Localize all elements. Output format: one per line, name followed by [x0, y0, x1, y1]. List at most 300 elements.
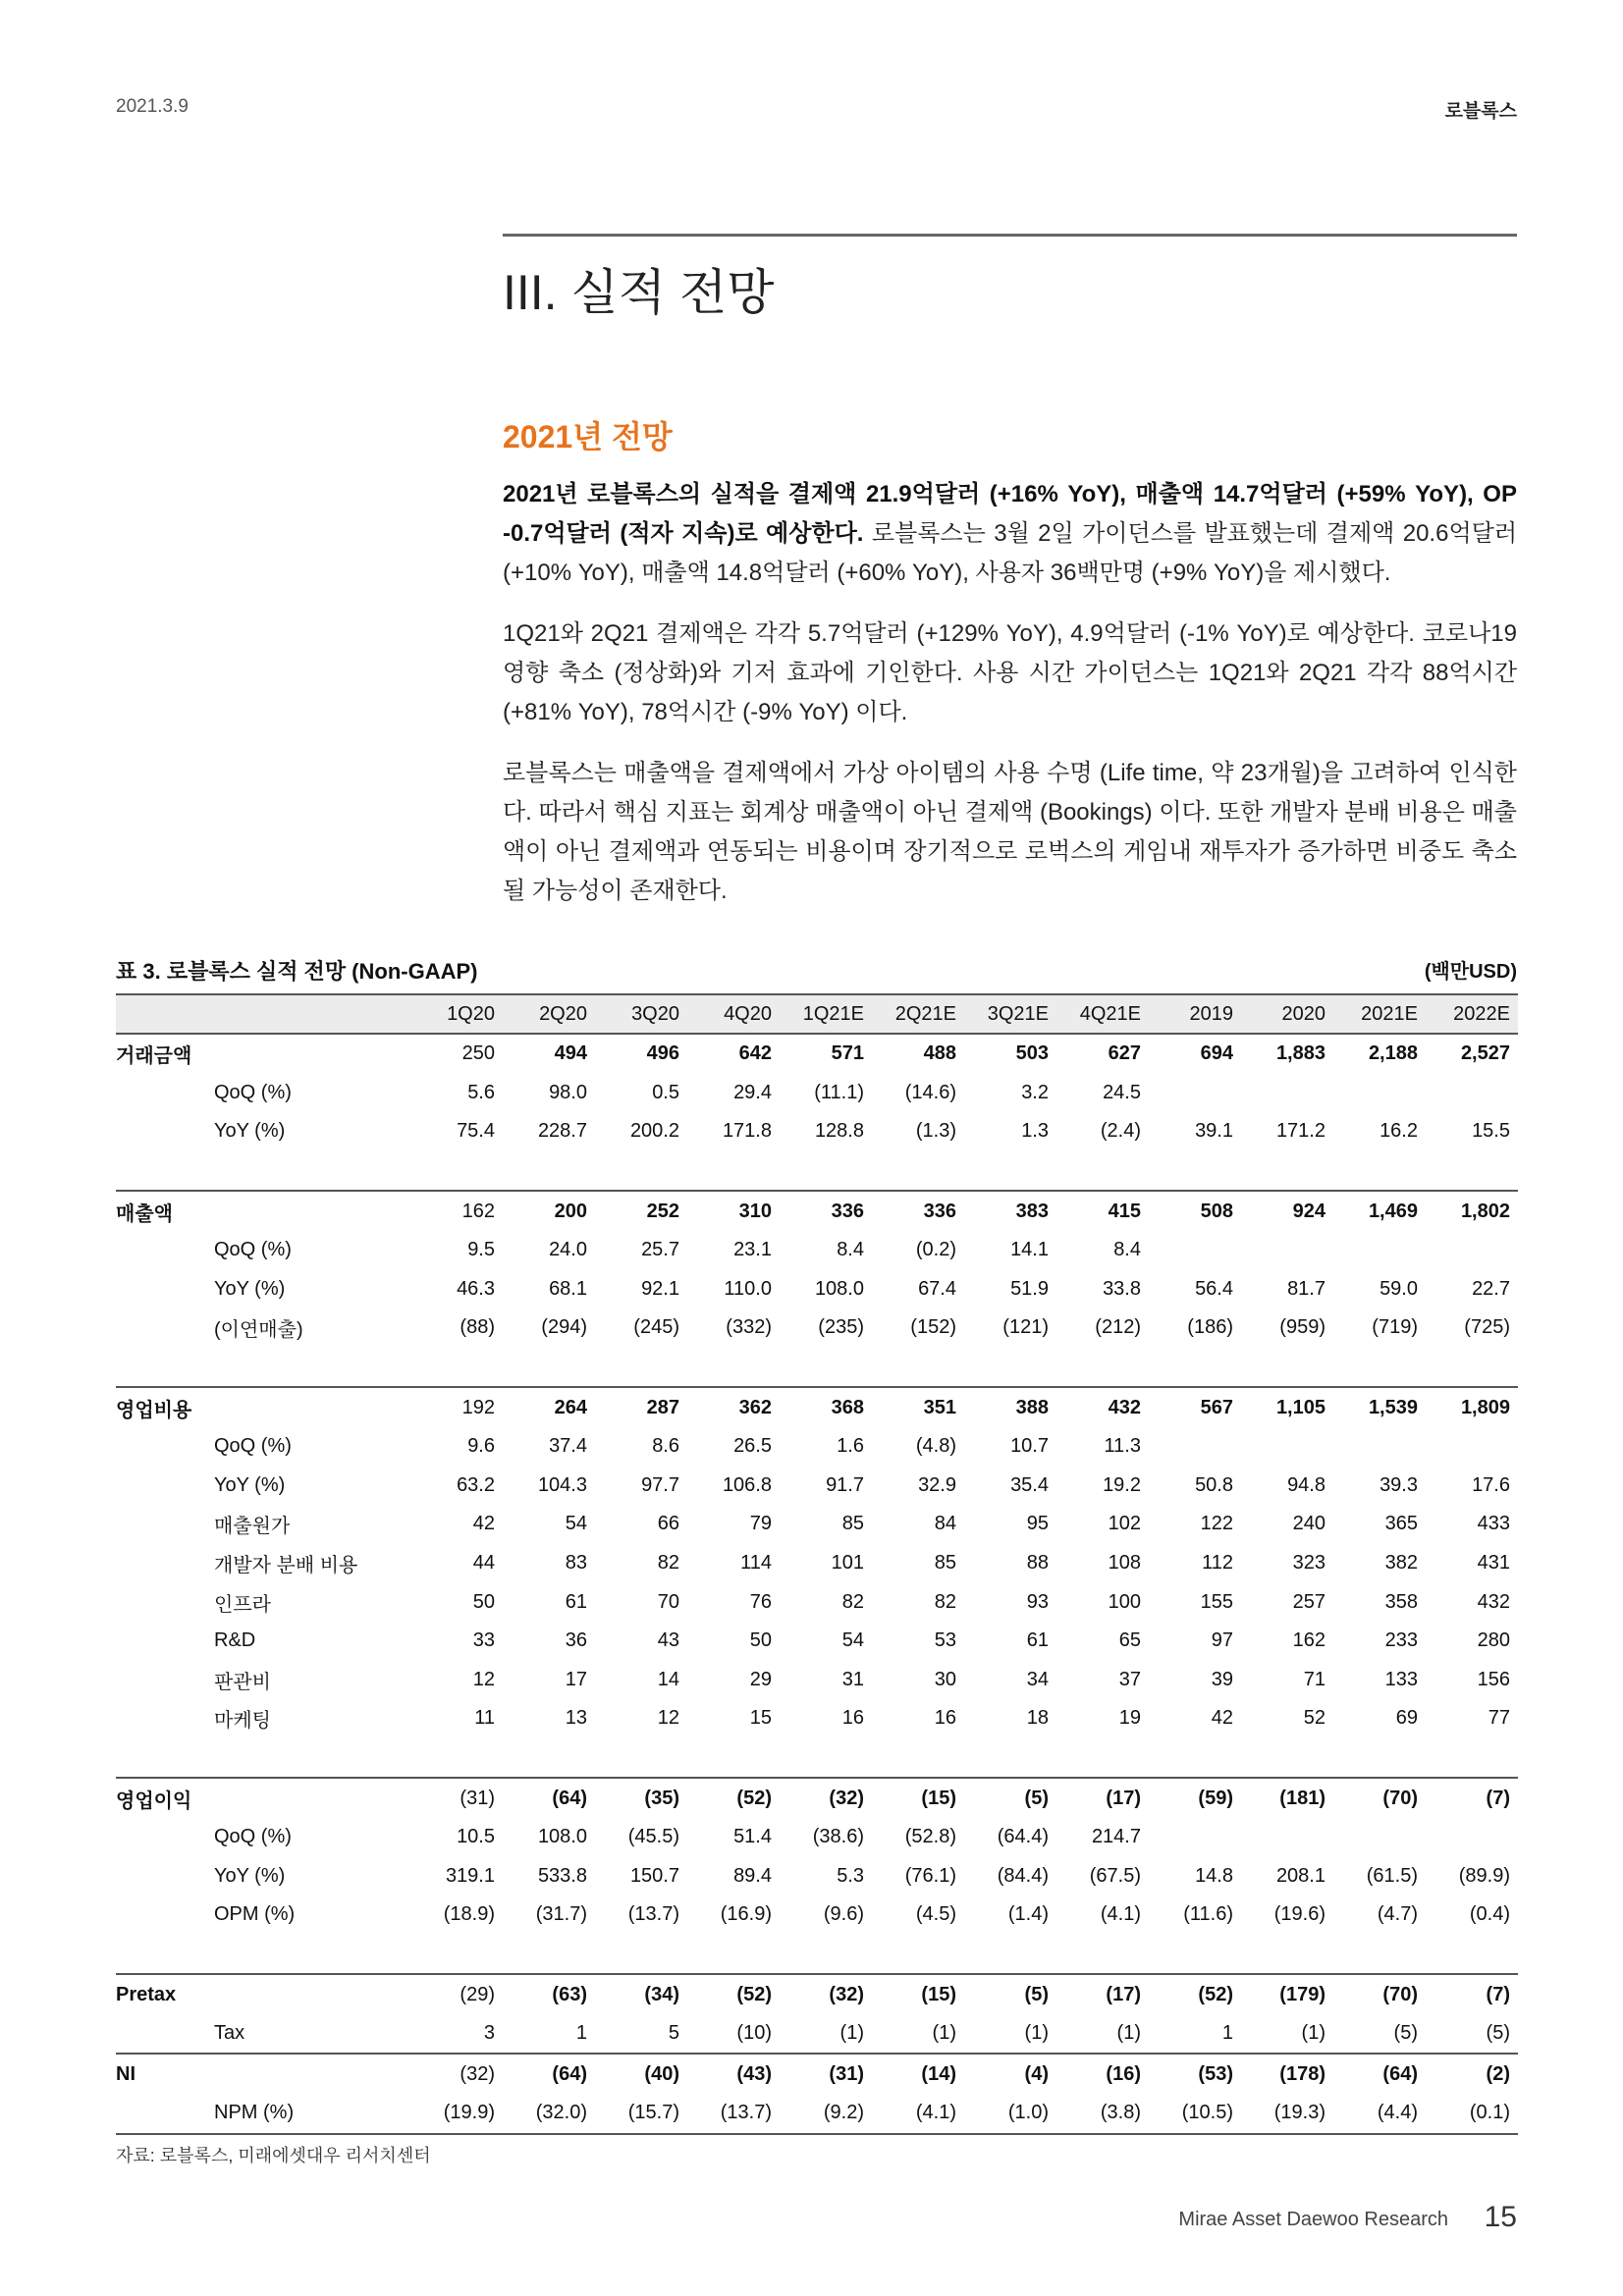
column-header: 2019	[1149, 994, 1241, 1034]
table-cell: (0.4)	[1469, 1903, 1510, 1926]
table-row-group	[116, 1778, 1518, 1818]
table-cell: 51.9	[1010, 1277, 1049, 1300]
table-row	[116, 1661, 1518, 1700]
table-cell: (1.0)	[964, 2094, 1056, 2134]
table-cell: 108.0	[814, 1277, 864, 1300]
table-cell: (52)	[687, 1974, 780, 2014]
table-cell: 2,527	[1426, 1034, 1518, 1074]
table-cell: 233	[1384, 1629, 1418, 1652]
table-cell: (52)	[1149, 1974, 1241, 2014]
table-cell	[1426, 1231, 1518, 1270]
table-cell: 240	[1292, 1513, 1325, 1535]
table-cell: 83	[565, 1552, 587, 1575]
table-row	[116, 1544, 1518, 1583]
table-cell: 61	[565, 1590, 587, 1613]
table-cell: (1)	[1024, 2022, 1049, 2045]
table-cell: 19.2	[1103, 1473, 1141, 1496]
header-blank	[116, 994, 410, 1034]
table-cell: 82	[934, 1590, 956, 1613]
table-cell: (38.6)	[812, 1826, 864, 1848]
table-cell: 16	[841, 1707, 864, 1730]
table-cell	[1241, 1427, 1333, 1467]
table-cell: (45.5)	[627, 1826, 679, 1848]
spacer-row	[116, 1348, 1518, 1388]
table-cell: 336	[780, 1191, 872, 1231]
table-cell: 351	[872, 1387, 964, 1427]
table-cell: 54	[841, 1629, 864, 1652]
table-cell: 433	[1477, 1513, 1510, 1535]
table-cell: 1.3	[1021, 1120, 1049, 1143]
spacer-cell	[116, 1935, 1518, 1975]
table-cell: 200.2	[629, 1120, 679, 1143]
table-cell	[1149, 1074, 1241, 1113]
table-cell: 1.6	[837, 1435, 864, 1458]
table-cell: 533.8	[537, 1864, 587, 1887]
table-cell: (32)	[410, 2054, 503, 2094]
table-cell: 82	[841, 1590, 864, 1613]
table-cell: 85	[841, 1513, 864, 1535]
table-cell	[1333, 1231, 1426, 1270]
row-label: QoQ (%)	[214, 1826, 292, 1848]
table-cell: 50	[749, 1629, 772, 1652]
table-row	[116, 1505, 1518, 1544]
table-cell	[1333, 1427, 1426, 1467]
table-cell: 383	[964, 1191, 1056, 1231]
column-header: 2020	[1241, 994, 1333, 1034]
table-cell: 110.0	[724, 1277, 772, 1300]
table-cell: (31.7)	[535, 1903, 587, 1926]
table-cell: 162	[410, 1191, 503, 1231]
table-cell: (15)	[872, 1778, 964, 1818]
table-cell: (2.4)	[1100, 1120, 1141, 1143]
row-label: YoY (%)	[214, 1864, 286, 1887]
table-cell: 71	[1303, 1668, 1325, 1690]
table-cell: 415	[1056, 1191, 1149, 1231]
table-cell: 16.2	[1380, 1120, 1418, 1143]
table-cell: 84	[934, 1513, 956, 1535]
table-cell: 33	[472, 1629, 495, 1652]
table-cell: (67.5)	[1089, 1864, 1141, 1887]
table-cell: (40)	[595, 2054, 687, 2094]
row-label: (이연매출)	[214, 1319, 303, 1342]
table-cell: 362	[687, 1387, 780, 1427]
table-cell: 42	[472, 1513, 495, 1535]
table-cell: 97.7	[641, 1473, 679, 1496]
table-cell: 432	[1477, 1590, 1510, 1613]
table-cell: (18.9)	[443, 1903, 495, 1926]
table-cell: 22.7	[1472, 1277, 1510, 1300]
table-row	[116, 1270, 1518, 1309]
table-cell: 1,105	[1241, 1387, 1333, 1427]
table-cell: 1,802	[1426, 1191, 1518, 1231]
table-cell: 12	[472, 1668, 495, 1690]
table-cell: 29	[749, 1668, 772, 1690]
table-row	[116, 1699, 1518, 1738]
body-text	[503, 475, 1517, 933]
table-cell: 323	[1292, 1552, 1325, 1575]
column-header: 2Q20	[503, 994, 595, 1034]
table-cell: 13	[565, 1707, 587, 1730]
row-label: QoQ (%)	[214, 1239, 292, 1261]
table-cell: (52.8)	[904, 1826, 956, 1848]
row-label: 인프라	[214, 1593, 271, 1616]
table-cell: (17)	[1056, 1778, 1149, 1818]
table-cell: (4)	[964, 2054, 1056, 2094]
column-header: 1Q21E	[780, 994, 872, 1034]
table-cell: 14	[657, 1668, 679, 1690]
table-cell: 92.1	[641, 1277, 679, 1300]
table-row	[116, 1467, 1518, 1506]
table-row-group	[116, 1974, 1518, 2014]
row-label: 영업이익	[116, 1778, 410, 1818]
table-cell: (76.1)	[904, 1864, 956, 1887]
table-caption: 표 3. 로블록스 실적 전망 (Non-GAAP)	[116, 959, 478, 984]
table-cell: (5)	[1486, 2022, 1510, 2045]
table-cell: 358	[1384, 1590, 1418, 1613]
column-header: 3Q21E	[964, 994, 1056, 1034]
table-cell: 503	[964, 1034, 1056, 1074]
table-cell: 192	[410, 1387, 503, 1427]
spacer-row	[116, 1935, 1518, 1975]
table-row	[116, 1231, 1518, 1270]
table-cell: 52	[1303, 1707, 1325, 1730]
table-cell: (15)	[872, 1974, 964, 2014]
table-cell: 280	[1477, 1629, 1510, 1652]
table-cell: 287	[595, 1387, 687, 1427]
table-cell: (2)	[1426, 2054, 1518, 2094]
table-cell: (19.3)	[1241, 2094, 1333, 2134]
table-cell: 68.1	[549, 1277, 587, 1300]
table-cell: 171.8	[722, 1120, 772, 1143]
table-cell: 81.7	[1287, 1277, 1325, 1300]
table-cell: (7)	[1426, 1974, 1518, 2014]
table-cell: 496	[595, 1034, 687, 1074]
table-cell: (959)	[1279, 1316, 1325, 1339]
table-cell: (186)	[1187, 1316, 1233, 1339]
table-cell: 15.5	[1472, 1120, 1510, 1143]
table-cell: 53	[934, 1629, 956, 1652]
table-cell: (7)	[1426, 1778, 1518, 1818]
table-cell: 567	[1149, 1387, 1241, 1427]
table-cell: (61.5)	[1366, 1864, 1418, 1887]
table-cell: (11.1)	[814, 1081, 864, 1103]
row-label: YoY (%)	[214, 1277, 286, 1300]
table-cell: 32.9	[918, 1473, 956, 1496]
table-cell: 66	[657, 1513, 679, 1535]
row-label: YoY (%)	[214, 1473, 286, 1496]
row-label: 판관비	[214, 1671, 271, 1693]
subsection-title: 2021년 전망	[503, 419, 673, 454]
table-cell: (179)	[1241, 1974, 1333, 2014]
table-cell: (4.5)	[915, 1903, 956, 1926]
table-cell: (5)	[964, 1778, 1056, 1818]
table-cell: 122	[1200, 1513, 1233, 1535]
table-cell: 3	[483, 2022, 495, 2045]
table-cell: 101	[831, 1552, 864, 1575]
row-label: OPM (%)	[214, 1903, 296, 1926]
table-cell: 12	[657, 1707, 679, 1730]
spacer-row	[116, 1738, 1518, 1779]
table-row	[116, 1427, 1518, 1467]
table-cell: 36	[565, 1629, 587, 1652]
table-cell: 39.3	[1380, 1473, 1418, 1496]
table-cell: 16	[934, 1707, 956, 1730]
column-header: 2021E	[1333, 994, 1426, 1034]
table-cell: (9.2)	[780, 2094, 872, 2134]
table-cell: 26.5	[733, 1435, 772, 1458]
table-cell: 56.4	[1195, 1277, 1233, 1300]
table-cell: 10.5	[457, 1826, 495, 1848]
table-cell: (31)	[410, 1778, 503, 1818]
table-cell: 133	[1384, 1668, 1418, 1690]
paragraph-1-lead: 2021년 로블록스의 실적을 결제액 21.9억달러 (+16% YoY), 매출액 14.7억달러 (+59% YoY), OP -0.7억달러 (적자 지속)로 예상한다.	[503, 481, 1517, 547]
table-cell: (10.5)	[1149, 2094, 1241, 2134]
table-cell: 54	[565, 1513, 587, 1535]
table-row-group	[116, 1034, 1518, 1074]
table-cell: (1.4)	[1007, 1903, 1049, 1926]
table-cell: (59)	[1149, 1778, 1241, 1818]
table-cell: 1	[1221, 2022, 1233, 2045]
spacer-row	[116, 1151, 1518, 1192]
table-cell: 97	[1211, 1629, 1233, 1652]
table-cell: 208.1	[1275, 1864, 1325, 1887]
table-cell: (43)	[687, 2054, 780, 2094]
table-cell: 100	[1108, 1590, 1141, 1613]
row-label: 거래금액	[116, 1034, 410, 1074]
table-cell: (35)	[595, 1778, 687, 1818]
table-cell: 23.1	[733, 1239, 772, 1261]
table-cell: (121)	[1002, 1316, 1049, 1339]
table-cell: (725)	[1464, 1316, 1510, 1339]
table-cell: 365	[1384, 1513, 1418, 1535]
table-cell: 228.7	[537, 1120, 587, 1143]
table-cell: (15.7)	[595, 2094, 687, 2134]
table-cell: 93	[1026, 1590, 1049, 1613]
table-cell: 694	[1149, 1034, 1241, 1074]
column-header: 4Q20	[687, 994, 780, 1034]
table-cell: 33.8	[1103, 1277, 1141, 1300]
table-cell: 89.4	[733, 1864, 772, 1887]
table-cell: 91.7	[826, 1473, 864, 1496]
table-cell: (63)	[503, 1974, 595, 2014]
table-cell: 264	[503, 1387, 595, 1427]
source-note: 자료: 로블록스, 미래에셋대우 리서치센터	[116, 2146, 431, 2165]
table-cell: 642	[687, 1034, 780, 1074]
table-cell: (4.4)	[1333, 2094, 1426, 2134]
report-date: 2021.3.9	[116, 96, 189, 117]
table-cell: 128.8	[814, 1120, 864, 1143]
table-cell: 156	[1477, 1668, 1510, 1690]
table-cell: 8.6	[652, 1435, 679, 1458]
table-cell: 30	[934, 1668, 956, 1690]
table-cell: 37	[1118, 1668, 1141, 1690]
table-cell: 17.6	[1472, 1473, 1510, 1496]
table-cell: 88	[1026, 1552, 1049, 1575]
table-cell	[1426, 1818, 1518, 1857]
column-header: 1Q20	[410, 994, 503, 1034]
table-cell: (84.4)	[997, 1864, 1049, 1887]
table-cell: 9.6	[467, 1435, 495, 1458]
table-cell: 162	[1292, 1629, 1325, 1652]
row-label: 매출원가	[214, 1516, 291, 1538]
table-cell: 10.7	[1010, 1435, 1049, 1458]
table-cell: 85	[934, 1552, 956, 1575]
row-label: NI	[116, 2054, 410, 2094]
table-cell: 382	[1384, 1552, 1418, 1575]
table-cell: 1	[575, 2022, 587, 2045]
table-cell: (34)	[595, 1974, 687, 2014]
table-cell: (4.7)	[1377, 1903, 1418, 1926]
table-cell: 1,469	[1333, 1191, 1426, 1231]
table-cell: (3.8)	[1056, 2094, 1149, 2134]
table-row	[116, 1856, 1518, 1896]
table-cell: 25.7	[641, 1239, 679, 1261]
table-cell	[1333, 1818, 1426, 1857]
table-cell	[1426, 1074, 1518, 1113]
table-cell: (52)	[687, 1778, 780, 1818]
table-cell: (212)	[1095, 1316, 1141, 1339]
table-cell: 17	[565, 1668, 587, 1690]
table-cell: 51.4	[733, 1826, 772, 1848]
row-label: 마케팅	[214, 1710, 271, 1733]
table-cell: 65	[1118, 1629, 1141, 1652]
table-cell: 24.0	[549, 1239, 587, 1261]
table-cell: (14.6)	[904, 1081, 956, 1103]
table-cell: 75.4	[457, 1120, 495, 1143]
table-cell: 1,539	[1333, 1387, 1426, 1427]
earnings-table	[116, 993, 1517, 2135]
table-cell: 14.8	[1195, 1864, 1233, 1887]
table-row	[116, 2094, 1518, 2134]
column-header: 4Q21E	[1056, 994, 1149, 1034]
table-cell: (32)	[780, 1778, 872, 1818]
table-cell: 29.4	[733, 1081, 772, 1103]
table-cell: (9.6)	[823, 1903, 864, 1926]
table-cell: 368	[780, 1387, 872, 1427]
table-row	[116, 1818, 1518, 1857]
page-number: 15	[1484, 2201, 1517, 2233]
table-cell: (70)	[1333, 1974, 1426, 2014]
table-cell: 924	[1241, 1191, 1333, 1231]
table-cell: 11.3	[1104, 1435, 1141, 1458]
table-cell: 61	[1026, 1629, 1049, 1652]
row-label: NPM (%)	[116, 2094, 410, 2134]
table-cell: (5)	[964, 1974, 1056, 2014]
column-header: 2022E	[1426, 994, 1518, 1034]
table-cell: (64)	[1333, 2054, 1426, 2094]
table-cell: (70)	[1333, 1778, 1426, 1818]
table-row-group	[116, 1191, 1518, 1231]
table-cell: 1,883	[1241, 1034, 1333, 1074]
table-cell: 171.2	[1275, 1120, 1325, 1143]
table-cell: 336	[872, 1191, 964, 1231]
table-cell: 214.7	[1091, 1826, 1141, 1848]
table-cell: (1)	[1116, 2022, 1141, 2045]
table-cell: 571	[780, 1034, 872, 1074]
table-cell: (32.0)	[503, 2094, 595, 2134]
table-cell: 43	[657, 1629, 679, 1652]
table-cell: 95	[1026, 1513, 1049, 1535]
table-cell: 18	[1026, 1707, 1049, 1730]
table-cell: 59.0	[1380, 1277, 1418, 1300]
paragraph-1	[503, 475, 1517, 593]
table-cell: 19	[1118, 1707, 1141, 1730]
column-header: 3Q20	[595, 994, 687, 1034]
table-cell: (4.8)	[915, 1435, 956, 1458]
table-cell: 5.6	[467, 1081, 495, 1103]
table-cell: 431	[1477, 1552, 1510, 1575]
row-label: Pretax	[116, 1974, 410, 2014]
table-cell: 112	[1202, 1552, 1233, 1575]
table-cell: 8.4	[837, 1239, 864, 1261]
table-cell: 494	[503, 1034, 595, 1074]
table-cell: 108.0	[537, 1826, 587, 1848]
table-cell: 34	[1026, 1668, 1049, 1690]
table-cell: 39	[1211, 1668, 1233, 1690]
table-cell: 76	[749, 1590, 772, 1613]
table-cell: (31)	[780, 2054, 872, 2094]
table-cell: 155	[1200, 1590, 1233, 1613]
table-cell: 69	[1395, 1707, 1418, 1730]
company-name: 로블록스	[1444, 101, 1517, 122]
table-row	[116, 1582, 1518, 1622]
spacer-cell	[116, 1151, 1518, 1192]
table-cell: (89.9)	[1458, 1864, 1510, 1887]
table-cell: (13.7)	[627, 1903, 679, 1926]
table-cell: 2,188	[1333, 1034, 1426, 1074]
table-cell: 104.3	[537, 1473, 587, 1496]
row-label: QoQ (%)	[214, 1435, 292, 1458]
row-label: R&D	[214, 1629, 256, 1652]
table-cell: (332)	[726, 1316, 772, 1339]
table-cell: 200	[503, 1191, 595, 1231]
table-row-group	[116, 2054, 1518, 2094]
table-cell: 319.1	[445, 1864, 495, 1887]
table-cell: 627	[1056, 1034, 1149, 1074]
table-cell	[1241, 1818, 1333, 1857]
table-cell: 42	[1211, 1707, 1233, 1730]
table-cell: (16.9)	[720, 1903, 772, 1926]
table-row-group	[116, 1387, 1518, 1427]
table-cell	[1149, 1818, 1241, 1857]
table-cell: (4.1)	[1100, 1903, 1141, 1926]
table-cell: (152)	[910, 1316, 956, 1339]
table-row	[116, 1308, 1518, 1348]
table-row	[116, 1074, 1518, 1113]
table-cell: 102	[1108, 1513, 1141, 1535]
table-cell: 44	[472, 1552, 495, 1575]
table-cell: 114	[740, 1552, 772, 1575]
paragraph-1-rest: 로블록스는 3월 2일 가이던스를 발표했는데 결제액 20.6억달러 (+10% YoY), 매출액 14.8억달러 (+60% YoY), 사용자 36백만명 (+9% YoY)을 제시했다.	[503, 520, 1517, 586]
table-cell: (64)	[503, 1778, 595, 1818]
table-cell: 94.8	[1287, 1473, 1325, 1496]
table-row	[116, 1622, 1518, 1661]
table-cell: 108	[1108, 1552, 1141, 1575]
spacer-cell	[116, 1348, 1518, 1388]
table-cell: 82	[657, 1552, 679, 1575]
table-cell: 11	[474, 1707, 495, 1730]
table-cell: (64.4)	[997, 1826, 1049, 1848]
table-cell	[1333, 1074, 1426, 1113]
table-row	[116, 1896, 1518, 1935]
table-cell: 5	[668, 2022, 679, 2045]
table-cell: 257	[1292, 1590, 1325, 1613]
table-cell: 31	[841, 1668, 864, 1690]
table-cell: 15	[749, 1707, 772, 1730]
column-header: 2Q21E	[872, 994, 964, 1034]
table-cell	[1241, 1231, 1333, 1270]
table-cell: 150.7	[629, 1864, 679, 1887]
